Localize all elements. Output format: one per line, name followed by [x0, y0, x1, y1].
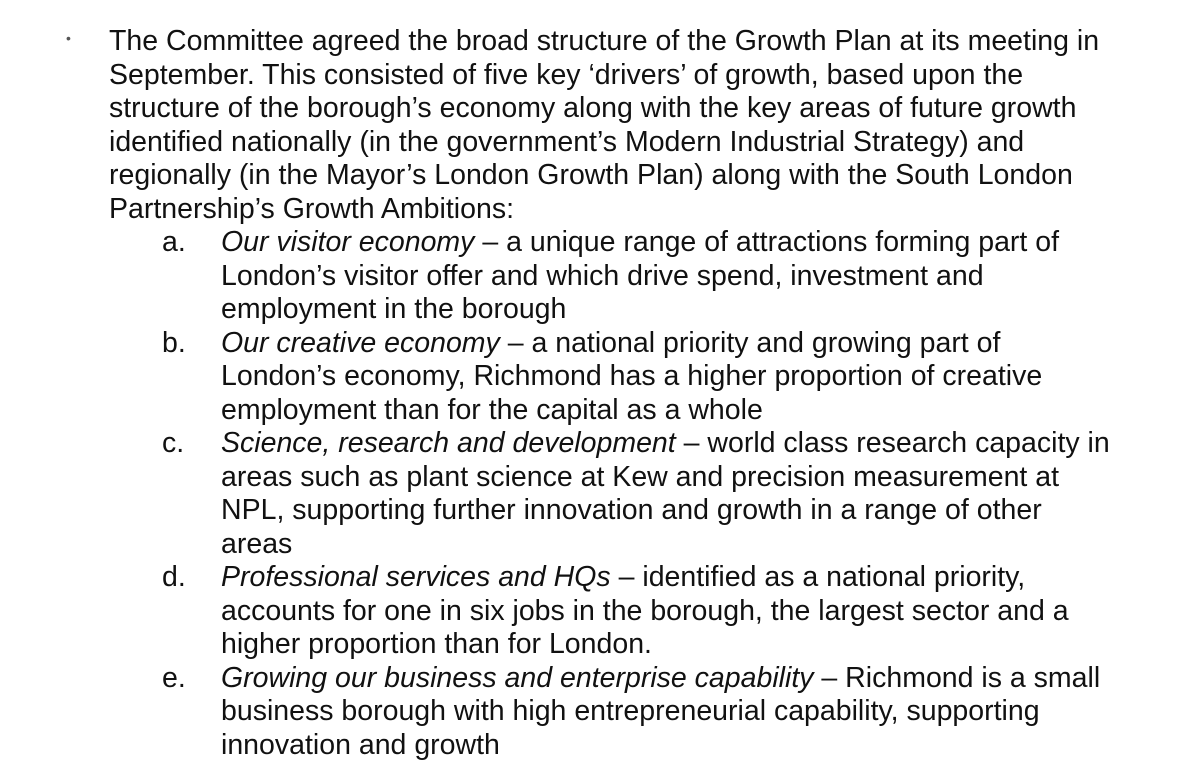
list-marker: b.	[162, 326, 186, 359]
list-item-line: NPL, supporting further innovation and growth in a range of other	[221, 494, 1042, 526]
list-item-line: business borough with high entrepreneurial capability, supporting	[221, 695, 1040, 727]
list-item-line: London’s economy, Richmond has a higher proportion of creative	[221, 360, 1043, 392]
list-marker: a.	[162, 226, 186, 258]
bullet-icon: •	[66, 30, 71, 46]
driver-term: Our creative economy	[221, 326, 500, 359]
list-item-line: accounts for one in six jobs in the borough, the largest sector and a	[221, 594, 1069, 627]
intro-line: structure of the borough’s economy along with the key areas of future growth	[109, 92, 1077, 124]
list-item-driver-c	[0, 427, 1200, 561]
driver-description: – a national priority and growing part of	[499, 326, 1001, 359]
intro-line: September. This consisted of five key ‘drivers’ of growth, based upon the	[109, 58, 1024, 91]
driver-description: – Richmond is a small	[813, 661, 1101, 694]
list-item-line: higher proportion than for London.	[221, 628, 652, 660]
list-item-driver-a	[0, 226, 1200, 327]
list-item-line: employment in the borough	[221, 293, 567, 325]
list-item-first-line	[221, 226, 1200, 260]
intro-paragraph	[109, 25, 1159, 226]
growth-drivers-list	[0, 226, 1200, 762]
list-item-line: areas such as plant science at Kew and precision measurement at	[221, 460, 1060, 493]
list-item-line: employment than for the capital as a whole	[221, 393, 763, 426]
list-marker: e.	[162, 661, 186, 694]
list-item-driver-e	[0, 662, 1200, 763]
intro-line: The Committee agreed the broad structure of the Growth Plan at its meeting in	[109, 25, 1100, 57]
driver-description: – world class research capacity in	[675, 427, 1110, 459]
list-item-driver-b	[0, 327, 1200, 428]
intro-line: identified nationally (in the government’s Modern Industrial Strategy) and	[109, 125, 1025, 158]
driver-description: – identified as a national priority,	[610, 561, 1026, 593]
list-marker: d.	[162, 561, 186, 593]
intro-line: Partnership’s Growth Ambitions:	[109, 192, 514, 225]
driver-term: Professional services and HQs	[221, 561, 611, 593]
list-item-first-line	[221, 662, 1200, 696]
driver-description: – a unique range of attractions forming part of	[474, 226, 1060, 258]
list-item-first-line	[221, 427, 1200, 461]
driver-term: Growing our business and enterprise capability	[221, 661, 814, 694]
list-item-first-line	[221, 327, 1200, 361]
driver-term: Our visitor economy	[221, 226, 475, 258]
list-item-line: London’s visitor offer and which drive spend, investment and	[221, 259, 984, 292]
list-item-line: innovation and growth	[221, 728, 500, 761]
driver-term: Science, research and development	[221, 427, 676, 459]
list-item-driver-d	[0, 561, 1200, 662]
intro-line: regionally (in the Mayor’s London Growth Plan) along with the South London	[109, 159, 1073, 191]
list-marker: c.	[162, 427, 185, 459]
list-item-line: areas	[221, 527, 293, 560]
list-item-first-line	[221, 561, 1200, 595]
